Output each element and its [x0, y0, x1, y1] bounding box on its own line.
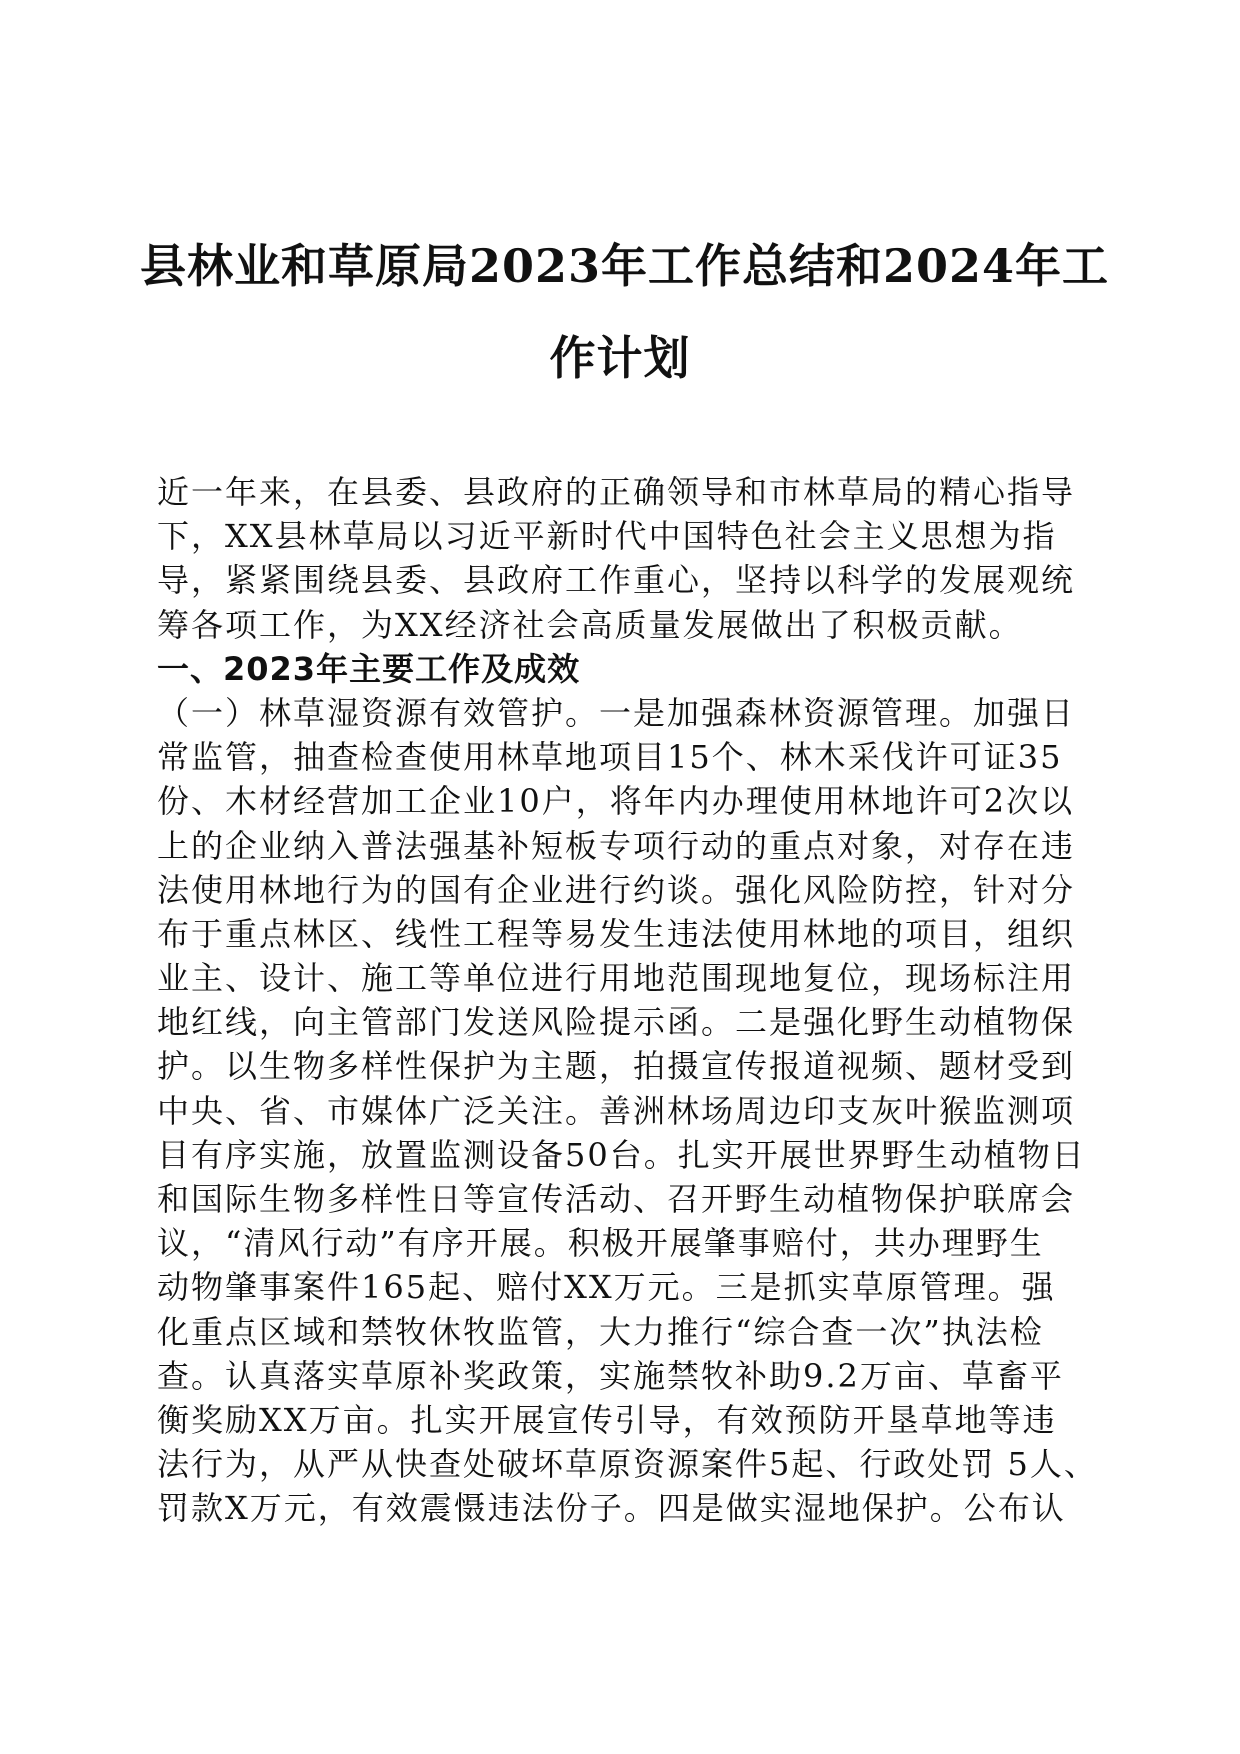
body-line: 业主、设计、施工等单位进行用地范围现地复位，现场标注用	[157, 959, 1076, 998]
body-line: 筹各项工作，为XX经济社会高质量发展做出了积极贡献。	[157, 605, 1023, 644]
document-title	[140, 220, 1110, 404]
body-line: 常监管，抽查检查使用林草地项目15个、林木采伐许可证35	[157, 738, 1063, 777]
body-line: 地红线，向主管部门发送风险提示函。二是强化野生动植物保	[157, 1003, 1076, 1042]
body-line: （一）林草湿资源有效管护。一是加强森林资源管理。加强日	[157, 693, 1076, 732]
body-line: 中央、省、市媒体广泛关注。善洲林场周边印支灰叶猴监测项	[157, 1091, 1076, 1130]
body-line: 议，“清风行动”有序开展。积极开展肇事赔付，共办理野生	[157, 1224, 1044, 1263]
body-line: 下，XX县林草局以习近平新时代中国特色社会主义思想为指	[157, 517, 1057, 556]
body-line: 和国际生物多样性日等宣传活动、召开野生动植物保护联席会	[157, 1180, 1076, 1218]
document-body	[157, 470, 1098, 1531]
body-line: 法使用林地行为的国有企业进行约谈。强化风险防控，针对分	[157, 870, 1076, 909]
title-line-1: 县林业和草原局2023年工作总结和2024年工	[140, 239, 1110, 293]
body-line: 查。认真落实草原补奖政策，实施禁牧补助9.2万亩、草畜平	[157, 1356, 1064, 1395]
body-line: 目有序实施，放置监测设备50台。扎实开展世界野生动植物日	[157, 1135, 1086, 1174]
body-line: 法行为，从严从快查处破坏草原资源案件5起、行政处罚 5人、	[157, 1445, 1098, 1484]
body-line: 衡奖励XX万亩。扎实开展宣传引导，有效预防开垦草地等违	[157, 1400, 1057, 1439]
body-line: 近一年来，在县委、县政府的正确领导和市林草局的精心指导	[157, 473, 1076, 511]
body-line: 化重点区域和禁牧休牧监管，大力推行“综合查一次”执法检	[157, 1312, 1044, 1351]
body-line: 上的企业纳入普法强基补短板专项行动的重点对象，对存在违	[157, 826, 1076, 865]
title-line-2: 作计划	[549, 331, 691, 385]
body-line: 导，紧紧围绕县委、县政府工作重心，坚持以科学的发展观统	[157, 561, 1076, 600]
body-line: 布于重点林区、线性工程等易发生违法使用林地的项目，组织	[157, 914, 1076, 953]
body-line: 罚款X万元，有效震慑违法份子。四是做实湿地保护。公布认	[157, 1489, 1066, 1528]
body-line: 护。以生物多样性保护为主题，拍摄宣传报道视频、题材受到	[157, 1047, 1076, 1086]
body-line: 份、木材经营加工企业10户，将年内办理使用林地许可2次以	[157, 782, 1075, 821]
section-heading: 一、2023年主要工作及成效	[157, 649, 581, 688]
body-line: 动物肇事案件165起、赔付XX万元。三是抓实草原管理。强	[157, 1268, 1056, 1307]
